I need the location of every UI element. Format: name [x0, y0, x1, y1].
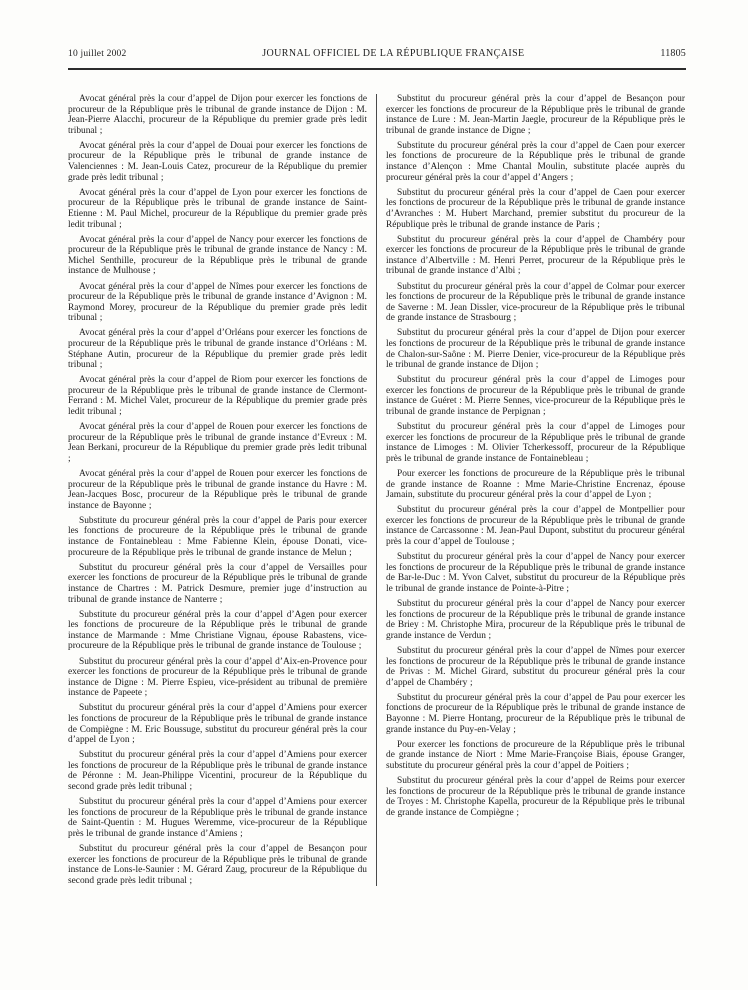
header-page-number: 11805 [660, 48, 686, 59]
paragraph: Substitut du procureur général près la cour d’appel de Besançon pour exercer les fonctions de procureur de la République près le tribunal de grande instance de Lons-le-Saunier : M. Gérard Zaug, procureur de la République du second grade près ledit tribunal ; [68, 844, 367, 886]
paragraph: Substitut du procureur général près la cour d’appel d’Aix-en-Provence pour exercer les fonctions de procureur de la République près le tribunal de grande instance de Digne : M. Pierre Espieu, vice-président au tribunal de première instance de Papeete ; [68, 656, 367, 699]
paragraph: Avocat général près la cour d’appel de Nancy pour exercer les fonctions de procureur de la République près le tribunal de grande instance de Nancy : M. Michel Senthille, procureur de la République près le tribunal de grande instance de Mulhouse ; [68, 234, 367, 277]
paragraph: Substitut du procureur général près la cour d’appel d’Amiens pour exercer les fonctions de procureur de la République près le tribunal de grande instance de Compiègne : M. Eric Boussuge, substitut du procureur général près la cour d’appel de Lyon ; [68, 703, 367, 746]
paragraph: Avocat général près la cour d’appel d’Orléans pour exercer les fonctions de procureur de la République près le tribunal de grande instance d’Orléans : M. Stéphane Autin, procureur de la République du premier grade près ledit tribunal ; [68, 328, 367, 371]
paragraph: Substitute du procureur général près la cour d’appel d’Agen pour exercer les fonctions de procureure de la République près le tribunal de grande instance de Marmande : Mme Christiane Vignau, épouse Rabastens, vice-procureure de la République près le tribunal de grande instance de Toulouse ; [68, 609, 367, 652]
header-title: JOURNAL OFFICIEL DE LA RÉPUBLIQUE FRANÇAISE [262, 48, 525, 59]
paragraph: Substitut du procureur général près la cour d’appel de Besançon pour exercer les fonctions de procureur de la République près le tribunal de grande instance de Lure : M. Jean-Martin Jaegle, procureur de la République près le tribunal de grande instance de Digne ; [386, 94, 685, 136]
paragraph: Pour exercer les fonctions de procureure de la République près le tribunal de grande instance de Niort : Mme Marie-Françoise Biais, épouse Granger, substitute du procureur général près la cour d’appel de Poitiers ; [386, 739, 685, 771]
content-columns [68, 94, 686, 886]
paragraph: Substitut du procureur général près la cour d’appel de Montpellier pour exercer les fonctions de procureur de la République près le tribunal de grande instance de Carcassonne : M. Jean-Paul Dupont, substitut du procureur général près la cour d’appel de Toulouse ; [386, 505, 685, 548]
paragraph: Substitut du procureur général près la cour d’appel de Limoges pour exercer les fonctions de procureur de la République près le tribunal de grande instance de Guéret : M. Pierre Sennes, vice-procureur de la République près le tribunal de grande instance de Perpignan ; [386, 375, 685, 418]
paragraph: Substitut du procureur général près la cour d’appel de Nîmes pour exercer les fonctions de procureur de la République près le tribunal de grande instance de Privas : M. Michel Girard, substitut du procureur général près la cour d’appel de Chambéry ; [386, 645, 685, 688]
paragraph: Avocat général près la cour d’appel de Rouen pour exercer les fonctions de procureur de la République près le tribunal de grande instance du Havre : M. Jean-Jacques Bosc, procureur de la République près le tribunal de grande instance de Bayonne ; [68, 469, 367, 511]
paragraph: Substitute du procureur général près la cour d’appel de Caen pour exercer les fonctions de procureure de la République près le tribunal de grande instance d’Alençon : Mme Chantal Moulin, substitute placée auprès du procureur général près la cour d’appel d’Angers ; [386, 140, 685, 183]
paragraph: Substitut du procureur général près la cour d’appel de Reims pour exercer les fonctions de procureur de la République près le tribunal de grande instance de Troyes : M. Christophe Kapella, procureur de la République près le tribunal de grande instance de Compiègne ; [386, 775, 685, 818]
paragraph: Substitut du procureur général près la cour d’appel de Colmar pour exercer les fonctions de procureur de la République près le tribunal de grande instance de Saverne : M. Jean Dissler, vice-procureur de la République près le tribunal de grande instance de Strasbourg ; [386, 281, 685, 324]
paragraph: Avocat général près la cour d’appel de Douai pour exercer les fonctions de procureur de la République près le tribunal de grande instance de Valenciennes : M. Jean-Louis Catez, procureur de la République du premier grade près ledit tribunal ; [68, 140, 367, 183]
page-header [68, 48, 686, 59]
paragraph: Substitut du procureur général près la cour d’appel d’Amiens pour exercer les fonctions de procureur de la République près le tribunal de grande instance de Péronne : M. Jean-Philippe Vicentini, procureur de la République du second grade près ledit tribunal ; [68, 750, 367, 793]
paragraph: Avocat général près la cour d’appel de Nîmes pour exercer les fonctions de procureur de la République près le tribunal de grande instance d’Avignon : M. Raymond Morey, procureur de la République du premier grade près ledit tribunal ; [68, 281, 367, 324]
right-column [377, 94, 685, 886]
left-column [68, 94, 376, 886]
paragraph: Substitut du procureur général près la cour d’appel de Pau pour exercer les fonctions de procureur de la République près le tribunal de grande instance de Bayonne : M. Pierre Hontang, procureur de la République près le tribunal de grande instance du Puy-en-Velay ; [386, 692, 685, 735]
paragraph: Substitut du procureur général près la cour d’appel de Caen pour exercer les fonctions de procureur de la République près le tribunal de grande instance d’Avranches : M. Hubert Marchand, premier substitut du procureur de la République près le tribunal de grande instance de Paris ; [386, 187, 685, 230]
paragraph: Substitut du procureur général près la cour d’appel de Chambéry pour exercer les fonctions de procureur de la République près le tribunal de grande instance d’Albertville : M. Henri Perret, procureur de la République près le tribunal de grande instance d’Albi ; [386, 234, 685, 277]
header-date: 10 juillet 2002 [68, 49, 127, 59]
paragraph: Avocat général près la cour d’appel de Rouen pour exercer les fonctions de procureur de la République près le tribunal de grande instance d’Evreux : M. Jean Berkani, procureur de la République du premier grade près ledit tribunal ; [68, 422, 367, 464]
header-rule [68, 68, 686, 70]
paragraph: Substitut du procureur général près la cour d’appel de Nancy pour exercer les fonctions de procureur de la République près le tribunal de grande instance de Bar-le-Duc : M. Yvon Calvet, substitut du procureur de la République près le tribunal de grande instance de Pointe-à-Pitre ; [386, 552, 685, 594]
paragraph: Avocat général près la cour d’appel de Lyon pour exercer les fonctions de procureur de la République près le tribunal de grande instance de Saint-Etienne : M. Paul Michel, procureur de la République du premier grade près ledit tribunal ; [68, 187, 367, 230]
paragraph: Substitut du procureur général près la cour d’appel de Dijon pour exercer les fonctions de procureur de la République près le tribunal de grande instance de Chalon-sur-Saône : M. Pierre Denier, vice-procureur de la République près le tribunal de grande instance de Dijon ; [386, 328, 685, 371]
paragraph: Substitut du procureur général près la cour d’appel de Versailles pour exercer les fonctions de procureur de la République près le tribunal de grande instance de Chartres : M. Patrick Desmure, premier juge d’instruction au tribunal de grande instance de Nanterre ; [68, 562, 367, 605]
paragraph: Substitute du procureur général près la cour d’appel de Paris pour exercer les fonctions de procureure de la République près le tribunal de grande instance de Fontainebleau : Mme Fabienne Klein, épouse Donati, vice-procureure de la République près le tribunal de grande instance de Melun ; [68, 515, 367, 558]
paragraph: Substitut du procureur général près la cour d’appel de Limoges pour exercer les fonctions de procureur de la République près le tribunal de grande instance de Limoges : M. Olivier Tcherkessoff, procureur de la République près le tribunal de grande instance de Fontainebleau ; [386, 422, 685, 464]
paragraph: Substitut du procureur général près la cour d’appel d’Amiens pour exercer les fonctions de procureur de la République près le tribunal de grande instance de Saint-Quentin : M. Hugues Weremme, vice-procureur de la République près le tribunal de grande instance d’Amiens ; [68, 797, 367, 839]
paragraph: Substitut du procureur général près la cour d’appel de Nancy pour exercer les fonctions de procureur de la République près le tribunal de grande instance de Briey : M. Christophe Mira, procureur de la République près le tribunal de grande instance de Verdun ; [386, 599, 685, 641]
paragraph: Pour exercer les fonctions de procureure de la République près le tribunal de grande instance de Roanne : Mme Marie-Christine Encrenaz, épouse Jamain, substitute du procureur général près la cour d’appel de Lyon ; [386, 469, 685, 501]
paragraph: Avocat général près la cour d’appel de Riom pour exercer les fonctions de procureur de la République près le tribunal de grande instance de Clermont-Ferrand : M. Michel Valet, procureur de la République du premier grade près ledit tribunal ; [68, 375, 367, 418]
paragraph: Avocat général près la cour d’appel de Dijon pour exercer les fonctions de procureur de la République près le tribunal de grande instance de Dijon : M. Jean-Pierre Alacchi, procureur de la République du premier grade près ledit tribunal ; [68, 94, 367, 136]
